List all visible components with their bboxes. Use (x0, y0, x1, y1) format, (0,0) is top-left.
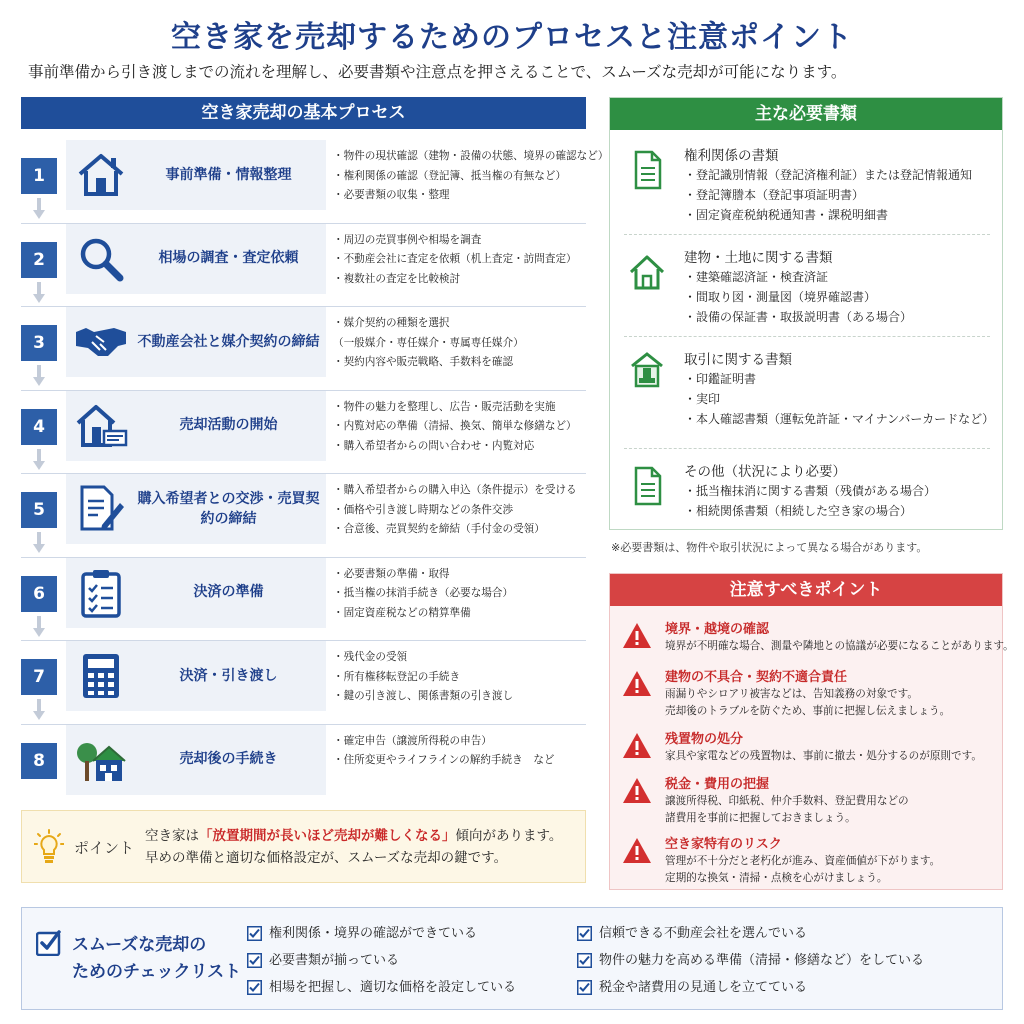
step-item: ・媒介契約の種類を選択 (333, 317, 450, 329)
step-items (333, 648, 588, 707)
step-number: 5 (21, 492, 57, 528)
caution-panel (609, 573, 1014, 890)
caution-title: 境界・越境の確認 (665, 622, 770, 637)
documents-separator (624, 234, 990, 235)
step-item: ・残代金の受領 (333, 651, 408, 663)
step-arrow-icon (34, 532, 44, 556)
step-item: ・購入希望者からの購入申込（条件提示）を受ける (333, 484, 577, 496)
document-item: ・設備の保証書・取扱説明書（ある場合） (684, 310, 913, 324)
step-number: 4 (21, 409, 57, 445)
step-item: ・所有権移転登記の手続き (333, 670, 461, 683)
point-text (145, 825, 562, 869)
warning-icon (622, 732, 652, 759)
documents-separator (624, 336, 990, 337)
step-item: ・物件の魅力を整理し、広告・販売活動を実施 (333, 400, 556, 413)
warning-icon (622, 837, 652, 864)
caution-text (665, 686, 950, 720)
checklist-item-label: 税金や諸費用の見通しを立てている (599, 980, 808, 995)
checkbox-icon (577, 953, 599, 968)
process-step (21, 224, 586, 308)
caution-title: 残置物の処分 (665, 732, 744, 747)
caution-title: 空き家特有のリスク (665, 837, 782, 852)
document-items (684, 267, 912, 327)
step-arrow-icon (34, 365, 44, 389)
checkbox-icon (577, 980, 599, 995)
checklist-item (247, 974, 516, 1001)
caution-line: 雨漏りやシロアリ被害などは、告知義務の対象です。 (665, 688, 918, 700)
step-items (333, 565, 588, 624)
documents-panel (609, 97, 1003, 530)
caution-line: 譲渡所得税、印紙税、仲介手数料、登記費用などの (665, 795, 909, 807)
page-subtitle: 事前準備から引き渡しまでの流れを理解し、必要書類や注意点を押さえることで、スムーズな売却が可能になります。 (28, 63, 847, 81)
step-arrow-icon (34, 282, 44, 306)
step-card (66, 558, 326, 628)
step-item: ・権利関係の確認（登記簿、抵当権の有無など） (333, 169, 567, 182)
step-title: 購入希望者との交渉・売買契約の締結 (137, 490, 320, 527)
step-number: 7 (21, 659, 57, 695)
step-card (66, 224, 326, 294)
process-step (21, 307, 586, 391)
caution-title: 税金・費用の把握 (665, 777, 770, 792)
process-step (21, 558, 586, 642)
document-group-title: 権利関係の書類 (684, 148, 779, 164)
caution-text (665, 793, 909, 827)
step-arrow-icon (34, 699, 44, 723)
caution-line: 諸費用を事前に把握しておきましょう。 (665, 812, 856, 824)
checklist-title-line1: スムーズな売却の (72, 935, 207, 955)
point-line1-pre: 空き家は (145, 828, 199, 844)
step-item: ・複数社の査定を比較検討 (333, 272, 461, 285)
checklist-item-label: 相場を把握し、適切な価格を設定している (269, 980, 517, 995)
document-items (684, 165, 972, 225)
process-step (21, 140, 609, 224)
step-item: ・住所変更やライフラインの解約手続き など (333, 754, 555, 766)
document-item: ・建築確認済証・検査済証 (684, 270, 829, 284)
step-title: 売却活動の開始 (179, 417, 278, 434)
step-number: 2 (21, 242, 57, 278)
step-number: 3 (21, 325, 57, 361)
step-item: ・契約内容や販売戦略、手数料を確認 (333, 356, 514, 368)
step-title: 事前準備・情報整理 (165, 166, 292, 183)
step-items (333, 231, 588, 290)
step-items (333, 732, 588, 771)
step-item: ・必要書類の準備・取得 (333, 567, 450, 580)
document-group-title: 建物・土地に関する書類 (684, 250, 833, 266)
caution-line: 境界が不明確な場合、測量や隣地との協議が必要になることがあります。 (665, 640, 1014, 652)
checklist-item-label: 権利関係・境界の確認ができている (269, 926, 478, 941)
checkbox-icon (247, 926, 269, 941)
step-number: 1 (21, 158, 57, 194)
house-outline-icon (628, 252, 666, 292)
checkbox-icon (247, 953, 269, 968)
caution-title: 建物の不具合・契約不適合責任 (665, 670, 848, 685)
warning-icon (622, 777, 652, 804)
caution-text (665, 748, 982, 765)
checklist-item-label: 必要書類が揃っている (269, 953, 400, 968)
checkbox-icon (247, 980, 269, 995)
step-item: ・必要書類の収集・整理 (333, 189, 450, 201)
document-group-title: その他（状況により必要） (684, 464, 846, 480)
page-title: 空き家を売却するためのプロセスと注意ポイント (171, 20, 853, 55)
checklist-item (247, 920, 516, 947)
step-card (66, 641, 326, 711)
lightbulb-icon (34, 829, 64, 865)
handshake-icon (74, 317, 128, 367)
step-card (66, 391, 326, 461)
checklist-column-1 (247, 920, 516, 1001)
document-item: ・抵当権抹消に関する書類（残債がある場合） (684, 484, 937, 498)
house-icon (74, 150, 128, 200)
warning-icon (622, 622, 652, 649)
house-tree-icon (74, 735, 128, 785)
house-sale-icon (74, 401, 128, 451)
checklist-title (72, 932, 241, 986)
step-item: ・確定申告（譲渡所得税の申告） (333, 734, 492, 747)
step-title: 相場の調査・査定依頼 (158, 250, 299, 267)
documents-separator (624, 448, 990, 449)
step-item: ・合意後、売買契約を締結（手付金の受領） (333, 523, 545, 535)
calculator-icon (74, 651, 128, 701)
step-item: ・抵当権の抹消手続き（必要な場合） (333, 587, 514, 599)
document-icon (628, 150, 666, 190)
document-item: ・間取り図・測量図（境界確認書） (684, 290, 877, 304)
document-items (684, 369, 994, 429)
step-number: 8 (21, 743, 57, 779)
step-arrow-icon (34, 616, 44, 640)
step-arrow-icon (34, 198, 44, 222)
step-item: ・鍵の引き渡し、関係書類の引き渡し (333, 690, 514, 702)
process-step (21, 391, 586, 475)
step-arrow-icon (34, 449, 44, 473)
checklist-title-line2: ためのチェックリスト (72, 962, 242, 982)
step-items (333, 398, 588, 457)
document-item: ・実印 (684, 392, 721, 406)
point-line-2: 早めの準備と適切な価格設定が、スムーズな売却の鍵です。 (145, 850, 508, 866)
process-step (21, 725, 586, 809)
point-highlight: 「放置期間が長いほど売却が難しくなる」 (199, 828, 456, 844)
step-item: ・価格や引き渡し時期などの条件交渉 (333, 503, 514, 516)
process-step (21, 474, 586, 558)
caution-header: 注意すべきポイント (610, 574, 1002, 606)
step-title: 決済・引き渡し (179, 667, 278, 684)
step-item: ・購入希望者からの問い合わせ・内覧対応 (333, 439, 535, 452)
checklist-panel (21, 907, 1003, 1010)
step-items (333, 314, 588, 373)
step-item: ・固定資産税などの精算準備 (333, 606, 471, 619)
step-title: 決済の準備 (193, 584, 264, 601)
step-item: ・内覧対応の準備（清掃、換気、簡単な修繕など） (333, 420, 577, 432)
document-item: ・印鑑証明書 (684, 372, 757, 386)
process-steps (21, 140, 609, 808)
checkbox-checked-icon (36, 930, 62, 956)
checklist-item (577, 947, 924, 974)
point-line-1 (145, 825, 562, 847)
step-item: ・周辺の売買事例や相場を調査 (333, 233, 482, 246)
checklist-item (577, 920, 924, 947)
caution-line: 売却後のトラブルを防ぐため、事前に把握し伝えましょう。 (665, 705, 951, 717)
stamp-icon (628, 350, 666, 390)
process-header: 空き家売却の基本プロセス (21, 97, 586, 129)
checklist-item (577, 974, 924, 1001)
document-item: ・相続関係書類（相続した空き家の場合） (684, 504, 913, 518)
step-items (333, 481, 588, 540)
point-line1-post: 傾向があります。 (455, 828, 563, 844)
step-card (66, 307, 326, 377)
step-item: ・不動産会社に査定を依頼（机上査定・訪問査定） (333, 253, 577, 265)
checklist-item (247, 947, 516, 974)
document-icon (628, 466, 666, 506)
step-items (333, 147, 609, 206)
checklist-item-label: 物件の魅力を高める準備（清掃・修繕など）をしている (599, 953, 925, 968)
step-item: ・物件の現状確認（建物・設備の状態、境界の確認など） (333, 150, 609, 162)
magnifier-icon (74, 234, 128, 284)
step-card (66, 725, 326, 795)
caution-line: 家具や家電などの残置物は、事前に撤去・処分するのが原則です。 (665, 750, 982, 762)
step-title: 不動産会社と媒介契約の締結 (137, 333, 320, 350)
point-box (21, 810, 586, 883)
checklist-clipboard-icon (74, 568, 128, 618)
checklist-column-2 (577, 920, 924, 1001)
step-item: （一般媒介・専任媒介・専属専任媒介） (333, 336, 524, 349)
documents-note: ※必要書類は、物件や取引状況によって異なる場合があります。 (611, 541, 928, 554)
warning-icon (622, 670, 652, 697)
checklist-item-label: 信頼できる不動産会社を選んでいる (599, 926, 808, 941)
process-step (21, 641, 586, 725)
step-card (66, 474, 326, 544)
step-title: 売却後の手続き (179, 751, 278, 768)
checkbox-icon (577, 926, 599, 941)
documents-header: 主な必要書類 (610, 98, 1002, 130)
caution-text (665, 638, 1014, 655)
document-item: ・登記識別情報（登記済権利証）または登記情報通知 (684, 168, 973, 182)
document-item: ・本人確認書類（運転免許証・マイナンバーカードなど） (684, 412, 995, 426)
document-group-title: 取引に関する書類 (684, 352, 792, 368)
step-card (66, 140, 326, 210)
document-items (684, 481, 936, 521)
contract-pen-icon (74, 484, 128, 534)
caution-line: 管理が不十分だと老朽化が進み、資産価値が下がります。 (665, 855, 941, 867)
caution-text (665, 853, 940, 887)
document-item: ・固定資産税納税通知書・課税明細書 (684, 208, 889, 222)
step-number: 6 (21, 576, 57, 612)
caution-line: 定期的な換気・清掃・点検を心がけましょう。 (665, 872, 888, 884)
document-item: ・登記簿謄本（登記事項証明書） (684, 188, 865, 202)
point-label: ポイント (74, 839, 135, 857)
